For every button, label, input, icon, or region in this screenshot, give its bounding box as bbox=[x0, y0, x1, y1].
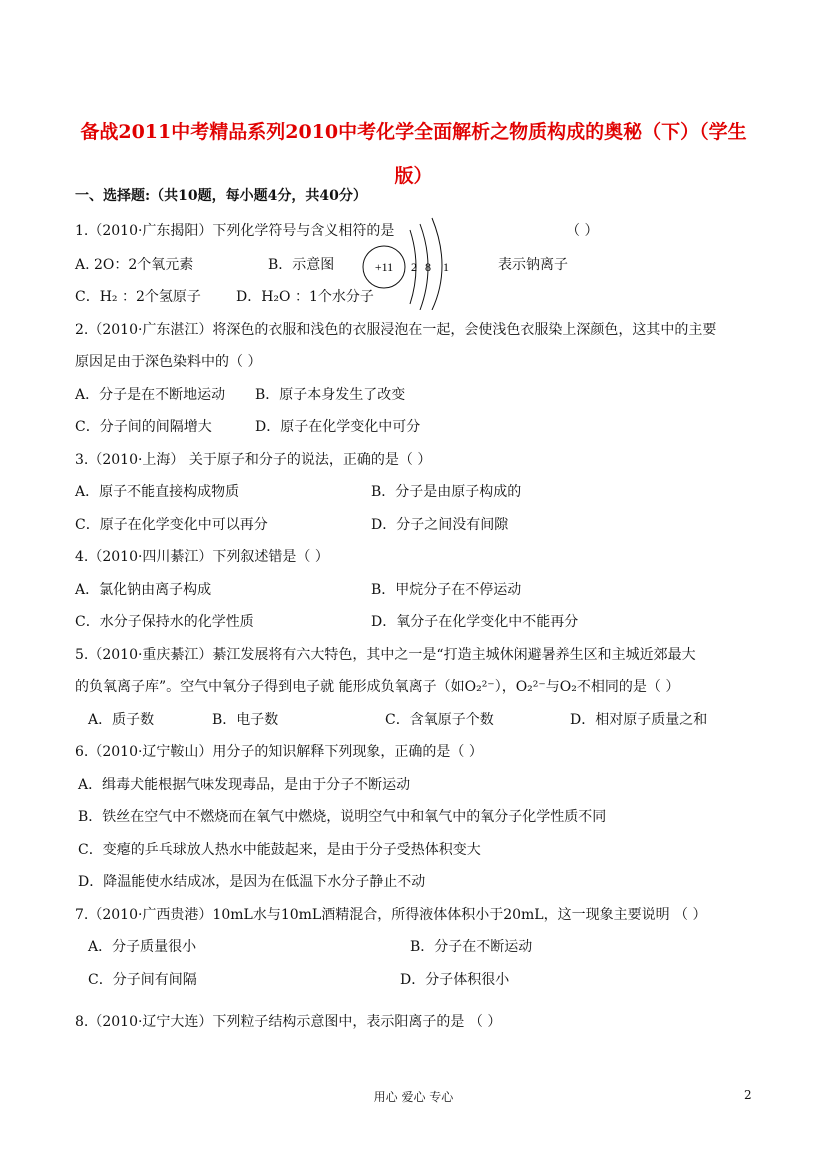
q4-option-b: B．甲烷分子在不停运动 bbox=[371, 582, 522, 598]
sodium-ion-structure-diagram bbox=[360, 210, 470, 310]
q4-option-a: A．氯化钠由离子构成 bbox=[75, 582, 212, 598]
q7-stem: 7.（2010·广西贵港）10mL水与10mL酒精混合，所得液体体积小于20mL，这一现象主要说明 （ ） bbox=[75, 907, 707, 923]
q3-option-c: C．原子在化学变化中可以再分 bbox=[75, 517, 268, 533]
q2-option-b: B．原子本身发生了改变 bbox=[255, 387, 406, 403]
section-heading: 一、选择题:（共10题，每小题4分，共40分） bbox=[75, 188, 367, 204]
q5-stem-line2: 的负氧离子库”。空气中氧分子得到电子就 能形成负氧离子（如O₂²⁻），O₂²⁻与O₂不相同的是（ ） bbox=[75, 679, 680, 695]
q6-option-b: B．铁丝在空气中不燃烧而在氧气中燃烧，说明空气中和氧气中的氧分子化学性质不同 bbox=[78, 809, 607, 825]
q7-option-c: C．分子间有间隔 bbox=[88, 972, 197, 988]
q6-stem: 6.（2010·辽宁鞍山）用分子的知识解释下列现象，正确的是（ ） bbox=[75, 744, 483, 760]
q5-option-c: C．含氧原子个数 bbox=[385, 712, 494, 728]
q2-option-d: D．原子在化学变化中可分 bbox=[255, 419, 421, 435]
q2-stem-line1: 2.（2010·广东湛江）将深色的衣服和浅色的衣服浸泡在一起，会使浅色衣服染上深颜色，这其中的主要 bbox=[75, 322, 717, 338]
document-title bbox=[60, 110, 767, 198]
q4-option-c: C．水分子保持水的化学性质 bbox=[75, 614, 254, 630]
shell-2-electrons: 8 bbox=[425, 260, 431, 274]
q5-option-d: D．相对原子质量之和 bbox=[570, 712, 708, 728]
q1-paren: （ ） bbox=[566, 223, 599, 239]
q4-option-d: D．氧分子在化学变化中不能再分 bbox=[371, 614, 579, 630]
q2-option-c: C．分子间的间隔增大 bbox=[75, 419, 212, 435]
q6-option-c: C．变瘪的乒乓球放人热水中能鼓起来，是由于分子受热体积变大 bbox=[78, 842, 481, 858]
title-line-2: 版） bbox=[394, 165, 433, 187]
q7-option-d: D．分子体积很小 bbox=[400, 972, 510, 988]
q5-stem-line1: 5.（2010·重庆綦江）綦江发展将有六大特色，其中之一是“打造主城休闲避暑养生区和主城近郊最大 bbox=[75, 647, 696, 663]
page-number: 2 bbox=[744, 1088, 752, 1102]
q5-option-b: B．电子数 bbox=[212, 712, 279, 728]
q1-option-b: B．示意图 bbox=[268, 257, 335, 273]
q1-option-a: A. 2O：2个氧元素 bbox=[75, 257, 194, 273]
shell-arc-3 bbox=[432, 218, 442, 310]
q7-option-b: B．分子在不断运动 bbox=[410, 939, 533, 955]
shell-1-electrons: 2 bbox=[411, 260, 417, 274]
q6-option-d: D．降温能使水结成冰，是因为在低温下水分子静止不动 bbox=[78, 874, 426, 890]
q4-stem: 4.（2010·四川綦江）下列叙述错是（ ） bbox=[75, 549, 329, 565]
q3-option-d: D．分子之间没有间隙 bbox=[371, 517, 509, 533]
q7-option-a: A．分子质量很小 bbox=[88, 939, 197, 955]
q5-option-a: A．质子数 bbox=[88, 712, 155, 728]
q1-option-d: D．H₂O ：1个水分子 bbox=[236, 289, 374, 305]
q1-option-b-tail: 表示钠离子 bbox=[498, 257, 568, 273]
q6-option-a: A．缉毒犬能根据气味发现毒品，是由于分子不断运动 bbox=[78, 777, 411, 793]
q3-option-b: B．分子是由原子构成的 bbox=[371, 484, 522, 500]
q2-stem-line2: 原因足由于深色染料中的（ ） bbox=[75, 354, 262, 370]
q3-option-a: A．原子不能直接构成物质 bbox=[75, 484, 240, 500]
title-line-1: 备战2011中考精品系列2010中考化学全面解析之物质构成的奥秘（下）（学生 bbox=[80, 121, 747, 143]
q1-stem: 1.（2010·广东揭阳）下列化学符号与含义相符的是 bbox=[75, 223, 395, 239]
q3-stem: 3.（2010·上海） 关于原子和分子的说法，正确的是（ ） bbox=[75, 452, 432, 468]
q1-option-c: C．H₂ ：2个氢原子 bbox=[75, 289, 201, 305]
shell-3-electrons: 1 bbox=[443, 260, 449, 274]
q2-option-a: A．分子是在不断地运动 bbox=[75, 387, 226, 403]
q8-stem: 8.（2010·辽宁大连）下列粒子结构示意图中，表示阳离子的是 （ ） bbox=[75, 1014, 502, 1030]
nucleus-label: +11 bbox=[374, 260, 394, 274]
page-footer: 用心 爱心 专心 bbox=[373, 1090, 454, 1104]
